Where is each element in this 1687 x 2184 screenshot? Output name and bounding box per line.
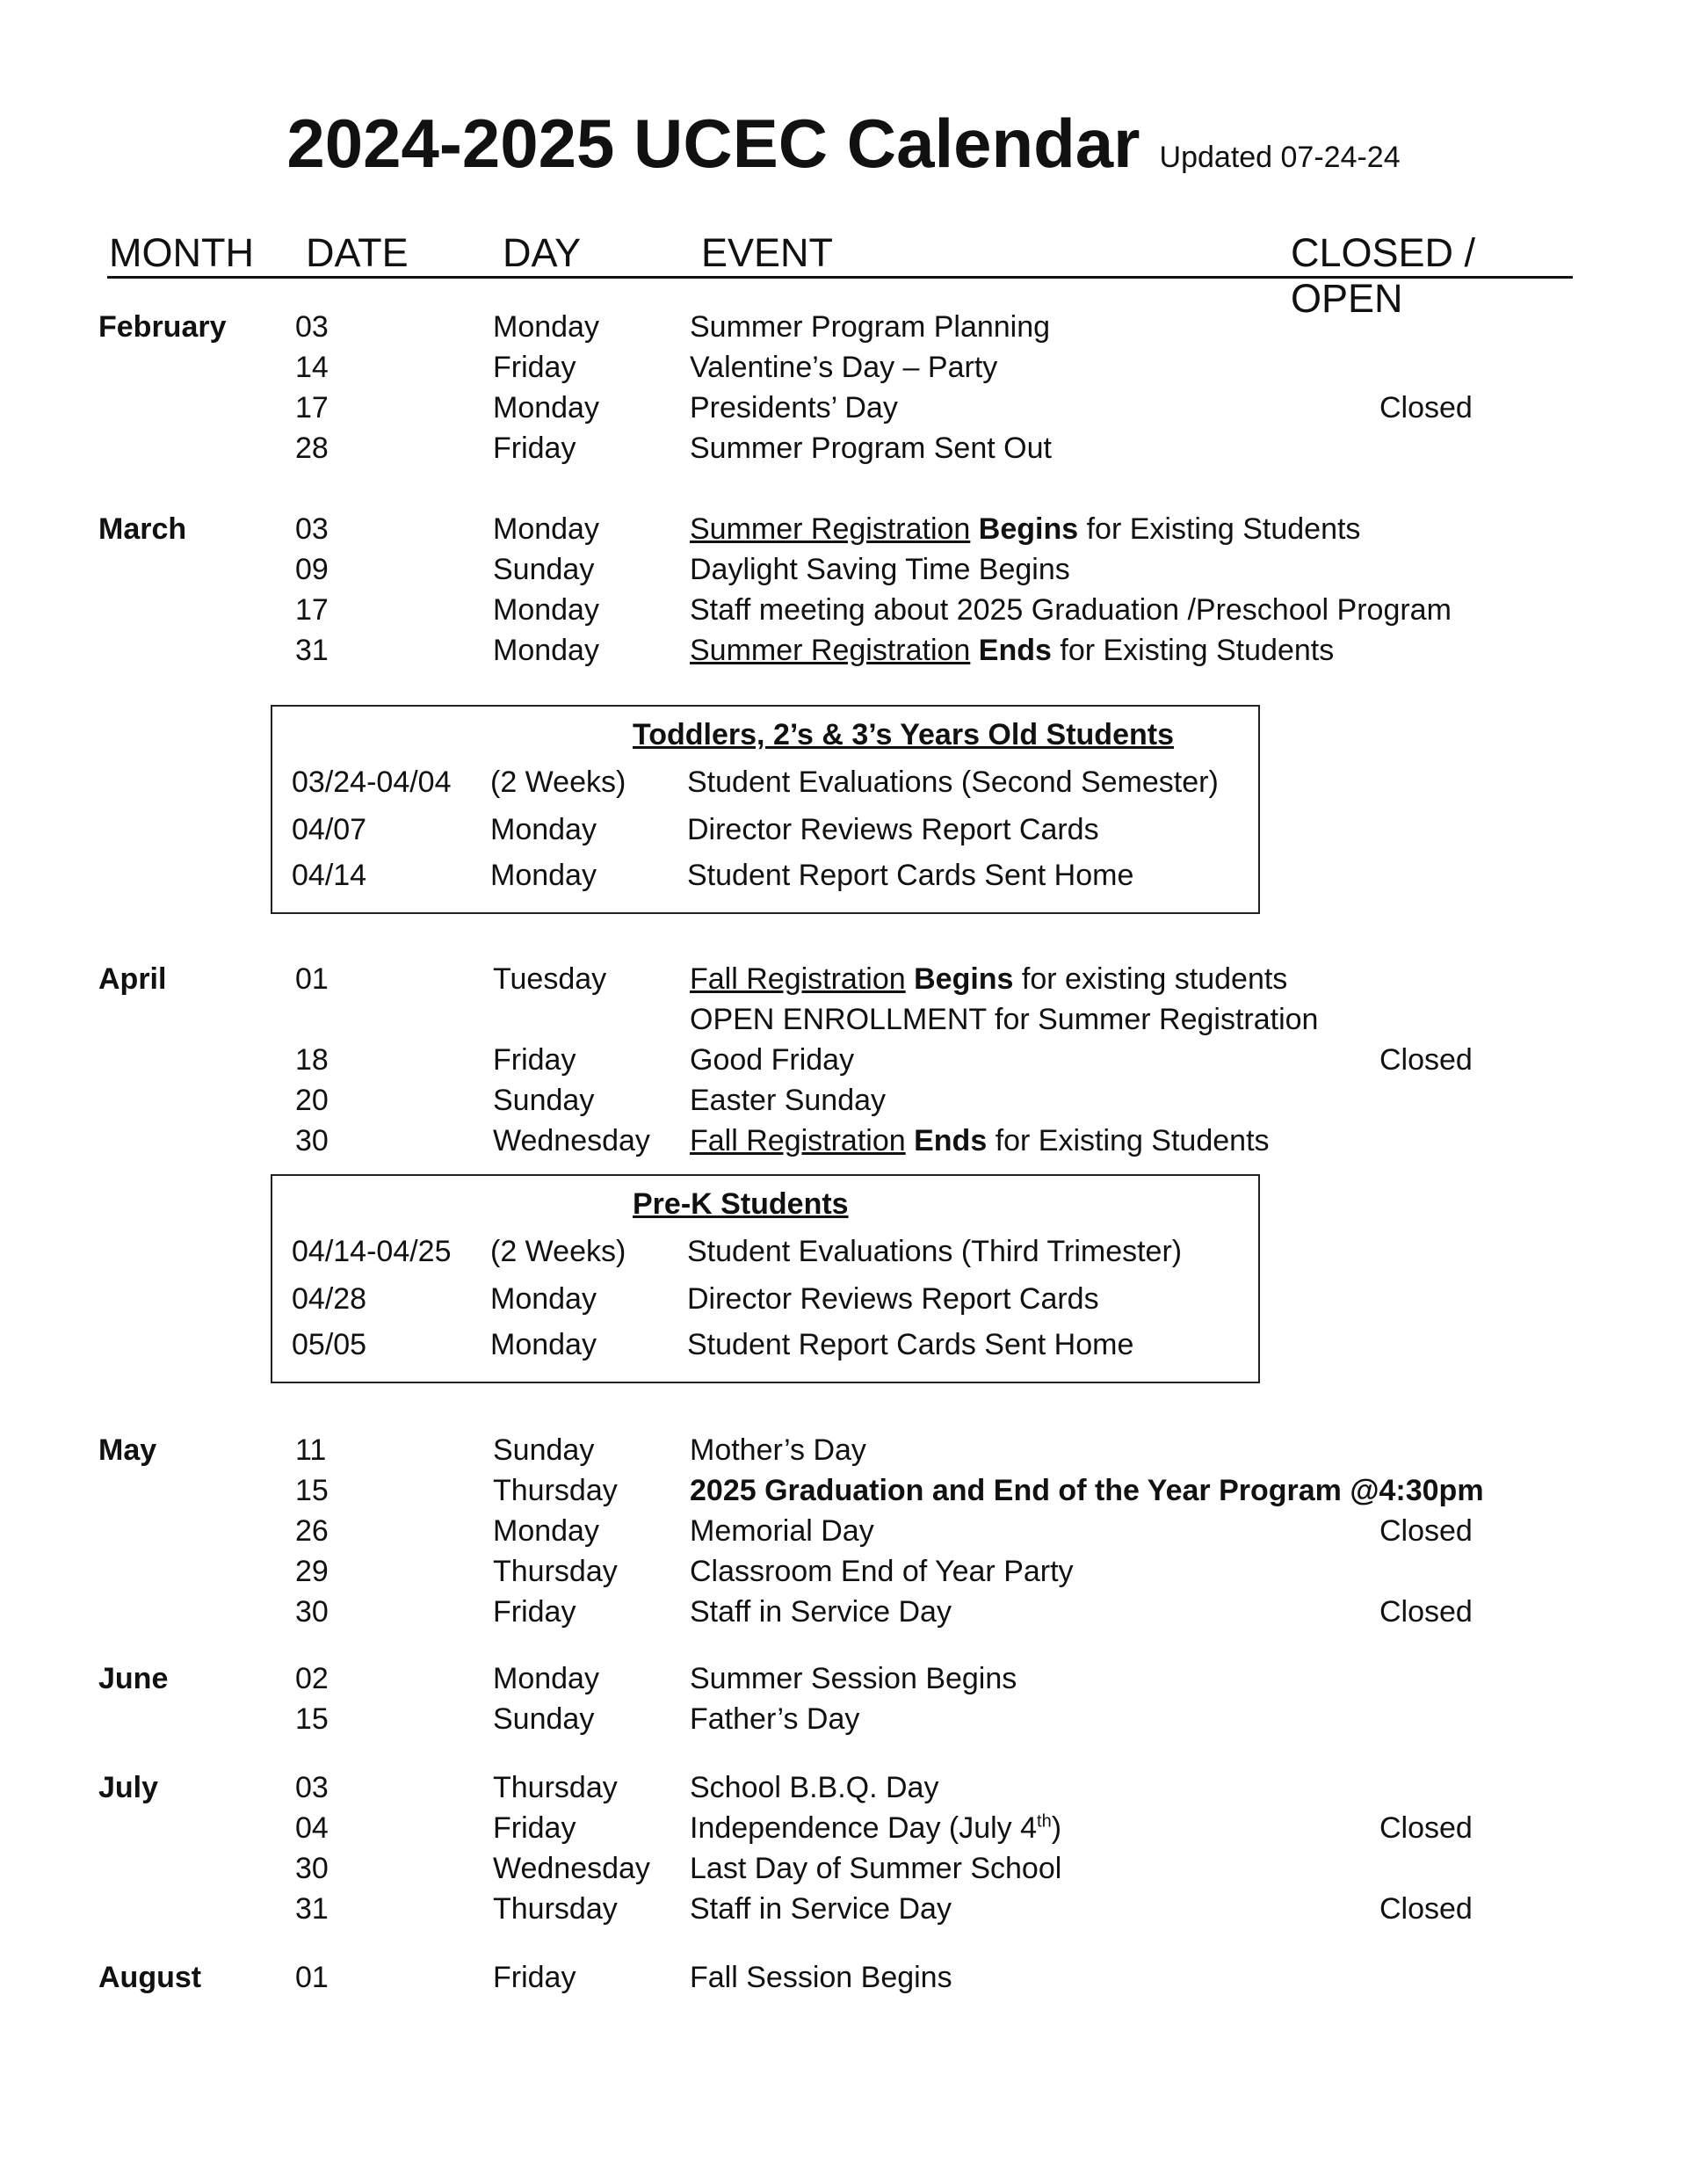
event-date: 17 [295,593,329,627]
event-date: 05/05 [292,1328,367,1361]
column-header [107,230,1573,321]
event-date: 04/28 [292,1282,367,1316]
table-row [0,631,1687,670]
event-date: 15 [295,1702,329,1736]
table-row [272,856,1258,895]
event-day: (2 Weeks) [490,765,626,799]
table-row [272,1325,1258,1364]
closed-status: Closed [1379,1043,1473,1077]
table-row [0,960,1687,998]
event-name: Student Report Cards Sent Home [687,1328,1134,1361]
month-label: May [98,1433,157,1467]
event-name: Fall Registration Ends for Existing Students [690,1124,1270,1157]
month-label: July [98,1771,159,1804]
updated-date: Updated 07-24-24 [1159,141,1401,174]
table-row [0,1958,1687,1997]
event-date: 28 [295,432,329,465]
event-day: Friday [493,351,576,384]
event-day: Wednesday [493,1852,650,1885]
table-row [0,348,1687,387]
event-name: Mother’s Day [690,1433,866,1467]
event-day: Monday [493,310,599,344]
closed-status: Closed [1379,1892,1473,1926]
event-name: Student Evaluations (Third Trimester) [687,1235,1183,1268]
event-date: 03 [295,310,329,344]
event-day: Sunday [493,1084,595,1117]
table-row [0,1809,1687,1847]
table-row [0,1700,1687,1738]
page-title: 2024-2025 UCEC Calendar [286,105,1140,182]
table-row [0,1659,1687,1698]
event-day: Friday [493,432,576,465]
event-name: School B.B.Q. Day [690,1771,939,1804]
header-closed-open: CLOSED / OPEN [1291,230,1476,321]
closed-status: Closed [1379,391,1473,424]
event-day: (2 Weeks) [490,1235,626,1268]
event-name: Staff in Service Day [690,1892,952,1926]
closed-status: Closed [1379,1514,1473,1548]
toddlers-evaluation-box [271,705,1260,914]
table-row [0,1041,1687,1079]
event-date: 15 [295,1474,329,1507]
event-name: OPEN ENROLLMENT for Summer Registration [690,1003,1319,1036]
event-day: Sunday [493,553,595,586]
event-date: 18 [295,1043,329,1077]
event-date: 17 [295,391,329,424]
event-name: Last Day of Summer School [690,1852,1062,1885]
event-date: 04/07 [292,813,367,846]
table-row [0,1512,1687,1550]
month-label: June [98,1662,169,1695]
event-name: Independence Day (July 4th) [690,1811,1062,1845]
table-row [272,1232,1258,1271]
event-day: Monday [493,512,599,546]
header-month: MONTH [109,230,254,275]
event-name: Student Report Cards Sent Home [687,859,1134,892]
event-date: 11 [295,1433,327,1467]
event-date: 01 [295,962,329,996]
event-date: 04 [295,1811,329,1845]
month-label: April [98,962,167,996]
event-name: Easter Sunday [690,1084,887,1117]
header-day: DAY [503,230,582,275]
event-name: Classroom End of Year Party [690,1555,1074,1588]
event-date: 31 [295,1892,329,1926]
table-row [272,1280,1258,1318]
event-date: 04/14-04/25 [292,1235,452,1268]
month-label: February [98,310,227,344]
event-date: 26 [295,1514,329,1548]
event-name: Presidents’ Day [690,391,898,424]
table-row [272,810,1258,849]
table-row [0,388,1687,427]
event-day: Friday [493,1811,576,1845]
event-day: Thursday [493,1555,618,1588]
table-row [0,510,1687,548]
table-row [0,550,1687,589]
header-date: DATE [306,230,409,275]
event-day: Monday [490,859,597,892]
event-day: Thursday [493,1892,618,1926]
event-day: Tuesday [493,962,607,996]
event-day: Sunday [493,1433,595,1467]
header-event: EVENT [701,230,834,275]
event-day: Monday [493,593,599,627]
table-row [0,1593,1687,1631]
box-title: Toddlers, 2’s & 3’s Years Old Students [633,718,1174,751]
prek-evaluation-box [271,1174,1260,1383]
table-row [0,1849,1687,1888]
table-row [0,429,1687,468]
event-date: 30 [295,1852,329,1885]
event-name: Staff in Service Day [690,1595,952,1629]
event-day: Monday [493,634,599,667]
event-day: Monday [490,813,597,846]
event-day: Thursday [493,1771,618,1804]
month-label: August [98,1961,202,1994]
event-date: 29 [295,1555,329,1588]
table-row [0,1121,1687,1160]
event-day: Wednesday [493,1124,650,1157]
event-day: Friday [493,1043,576,1077]
table-row [0,1081,1687,1120]
event-day: Monday [493,391,599,424]
event-day: Friday [493,1595,576,1629]
event-day: Sunday [493,1702,595,1736]
event-date: 14 [295,351,329,384]
event-name: Daylight Saving Time Begins [690,553,1070,586]
event-day: Friday [493,1961,576,1994]
table-row [272,763,1258,802]
event-name: Fall Session Begins [690,1961,952,1994]
event-name: Fall Registration Begins for existing students [690,962,1288,996]
event-name: Summer Registration Begins for Existing Students [690,512,1361,546]
month-label: March [98,512,187,546]
event-date: 30 [295,1595,329,1629]
event-date: 09 [295,553,329,586]
table-row [0,1471,1687,1510]
event-name: Summer Program Planning [690,310,1051,344]
event-name: Director Reviews Report Cards [687,813,1099,846]
event-date: 02 [295,1662,329,1695]
table-row [0,1431,1687,1469]
event-name: Father’s Day [690,1702,860,1736]
event-name: Memorial Day [690,1514,874,1548]
closed-status: Closed [1379,1595,1473,1629]
event-day: Thursday [493,1474,618,1507]
event-name: Staff meeting about 2025 Graduation /Preschool Program [690,593,1452,627]
table-row [0,1890,1687,1928]
table-row [0,1552,1687,1591]
event-name: Summer Program Sent Out [690,432,1052,465]
event-name: Valentine’s Day – Party [690,351,998,384]
table-row [0,1000,1687,1039]
table-row [0,1768,1687,1807]
event-date: 01 [295,1961,329,1994]
event-date: 30 [295,1124,329,1157]
event-day: Monday [493,1514,599,1548]
event-name: Summer Registration Ends for Existing Students [690,634,1335,667]
event-name: 2025 Graduation and End of the Year Program @4:30pm [690,1474,1484,1507]
table-row [0,308,1687,346]
box-title: Pre-K Students [633,1187,849,1221]
event-name: Director Reviews Report Cards [687,1282,1099,1316]
event-date: 03 [295,512,329,546]
closed-status: Closed [1379,1811,1473,1845]
table-row [0,591,1687,629]
event-date: 20 [295,1084,329,1117]
event-day: Monday [490,1282,597,1316]
event-name: Good Friday [690,1043,855,1077]
event-date: 03/24-04/04 [292,765,452,799]
event-date: 04/14 [292,859,367,892]
event-name: Summer Session Begins [690,1662,1017,1695]
title-block [0,104,1687,184]
event-date: 31 [295,634,329,667]
event-name: Student Evaluations (Second Semester) [687,765,1219,799]
event-day: Monday [493,1662,599,1695]
event-day: Monday [490,1328,597,1361]
event-date: 03 [295,1771,329,1804]
